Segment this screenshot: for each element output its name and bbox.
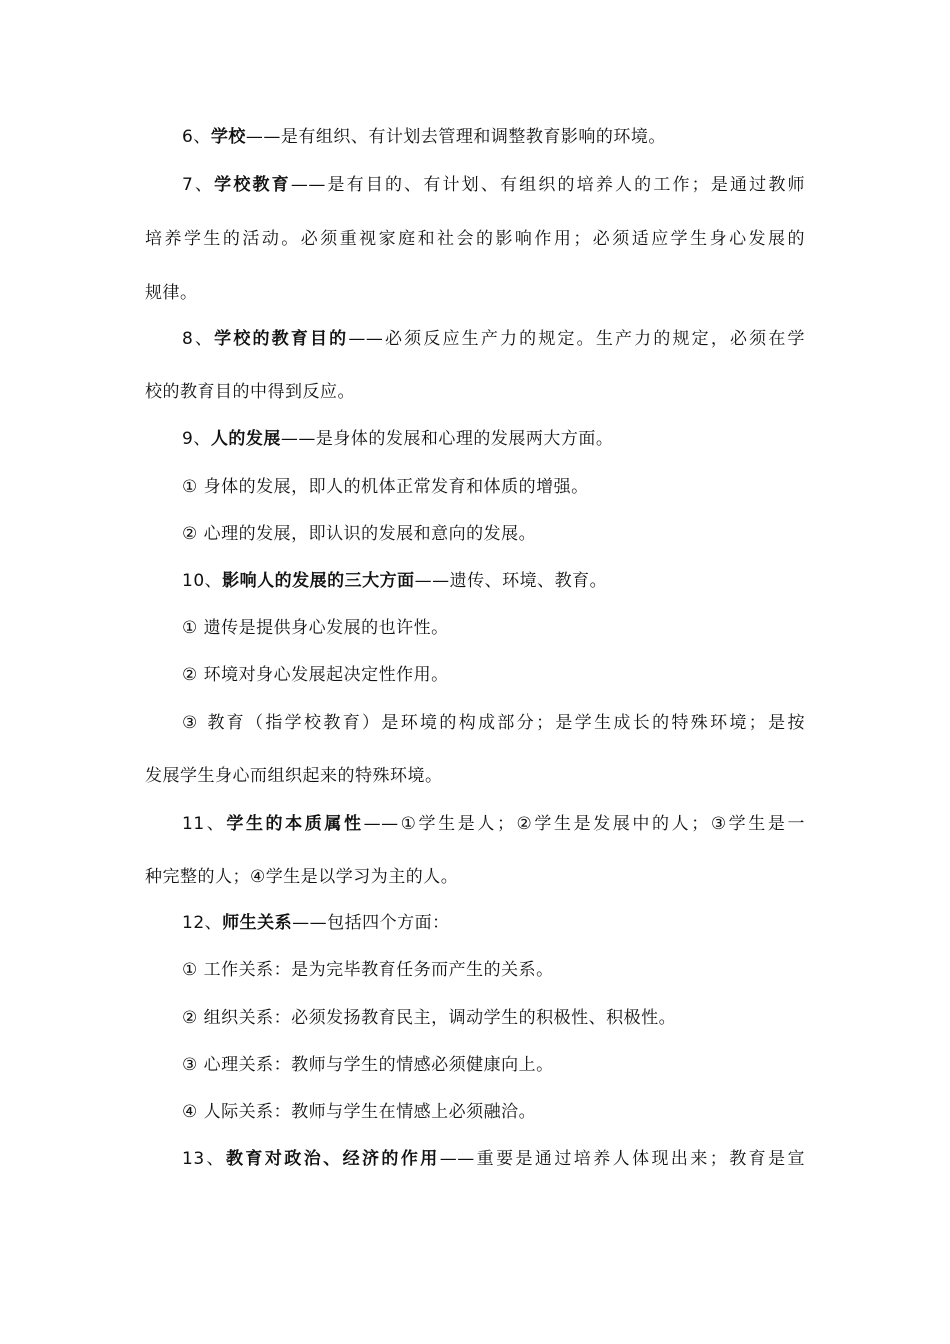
item-12-sub-4: ④ 人际关系：教师与学生在情感上必须融洽。: [182, 1102, 537, 1122]
item-12: [182, 912, 450, 934]
item-11-continuation-1: 种完整的人；④学生是以学习为主的人。: [145, 867, 459, 887]
item-term: 人的发展: [210, 429, 281, 449]
item-10-continuation-1: 发展学生身心而组织起来的特殊环境。: [145, 766, 443, 786]
item-11: [182, 813, 805, 835]
item-10-sub-2: ② 环境对身心发展起决定性作用。: [182, 665, 449, 685]
item-term: 学校的教育目的: [214, 329, 349, 349]
item-10-sub-1: ① 遗传是提供身心发展的也许性。: [182, 618, 449, 638]
item-text: ——是有目的、有计划、有组织的培养人的工作；是通过教师: [290, 175, 805, 195]
item-7: [182, 174, 805, 196]
item-9: [182, 428, 613, 450]
item-term: 学生的本质属性: [226, 814, 364, 834]
item-number: 10、: [182, 571, 223, 591]
item-term: 师生关系: [222, 913, 293, 933]
item-number: 7、: [182, 175, 215, 195]
item-text: ——是身体的发展和心理的发展两大方面。: [280, 429, 614, 449]
item-text: ——重要是通过培养人体现出来；教育是宣: [439, 1149, 806, 1169]
item-7-continuation-2: 规律。: [145, 283, 198, 303]
item-10: [182, 570, 607, 592]
item-number: 8、: [182, 329, 215, 349]
item-12-sub-3: ③ 心理关系：教师与学生的情感必须健康向上。: [182, 1055, 554, 1075]
item-term: 影响人的发展的三大方面: [222, 571, 415, 591]
item-9-sub-2: ② 心理的发展，即认识的发展和意向的发展。: [182, 524, 537, 544]
item-8: [182, 328, 805, 350]
item-number: 6、: [182, 127, 211, 147]
item-number: 9、: [182, 429, 211, 449]
item-8-continuation-1: 校的教育目的中得到反应。: [145, 382, 355, 402]
item-6: [182, 126, 666, 148]
item-term: 学校教育: [214, 175, 291, 195]
item-text: ——是有组织、有计划去管理和调整教育影响的环境。: [245, 127, 666, 147]
item-term: 学校: [210, 127, 246, 147]
item-text: ——遗传、环境、教育。: [414, 571, 608, 591]
item-12-sub-1: ① 工作关系：是为完毕教育任务而产生的关系。: [182, 960, 554, 980]
item-10-sub-3: ③ 教育（指学校教育）是环境的构成部分；是学生成长的特殊环境；是按: [182, 713, 805, 733]
item-13: [182, 1148, 805, 1170]
item-text: ——包括四个方面：: [292, 913, 450, 933]
item-text: ——①学生是人；②学生是发展中的人；③学生是一: [363, 814, 805, 834]
item-9-sub-1: ① 身体的发展，即人的机体正常发育和体质的增强。: [182, 477, 589, 497]
item-12-sub-2: ② 组织关系：必须发扬教育民主，调动学生的积极性、积极性。: [182, 1008, 677, 1028]
item-number: 12、: [182, 913, 223, 933]
item-number: 13、: [182, 1149, 226, 1169]
item-text: ——必须反应生产力的规定。生产力的规定，必须在学: [348, 329, 805, 349]
item-number: 11、: [182, 814, 227, 834]
item-term: 教育对政治、经济的作用: [226, 1149, 440, 1169]
item-7-continuation-1: 培养学生的活动。必须重视家庭和社会的影响作用；必须适应学生身心发展的: [145, 229, 805, 249]
